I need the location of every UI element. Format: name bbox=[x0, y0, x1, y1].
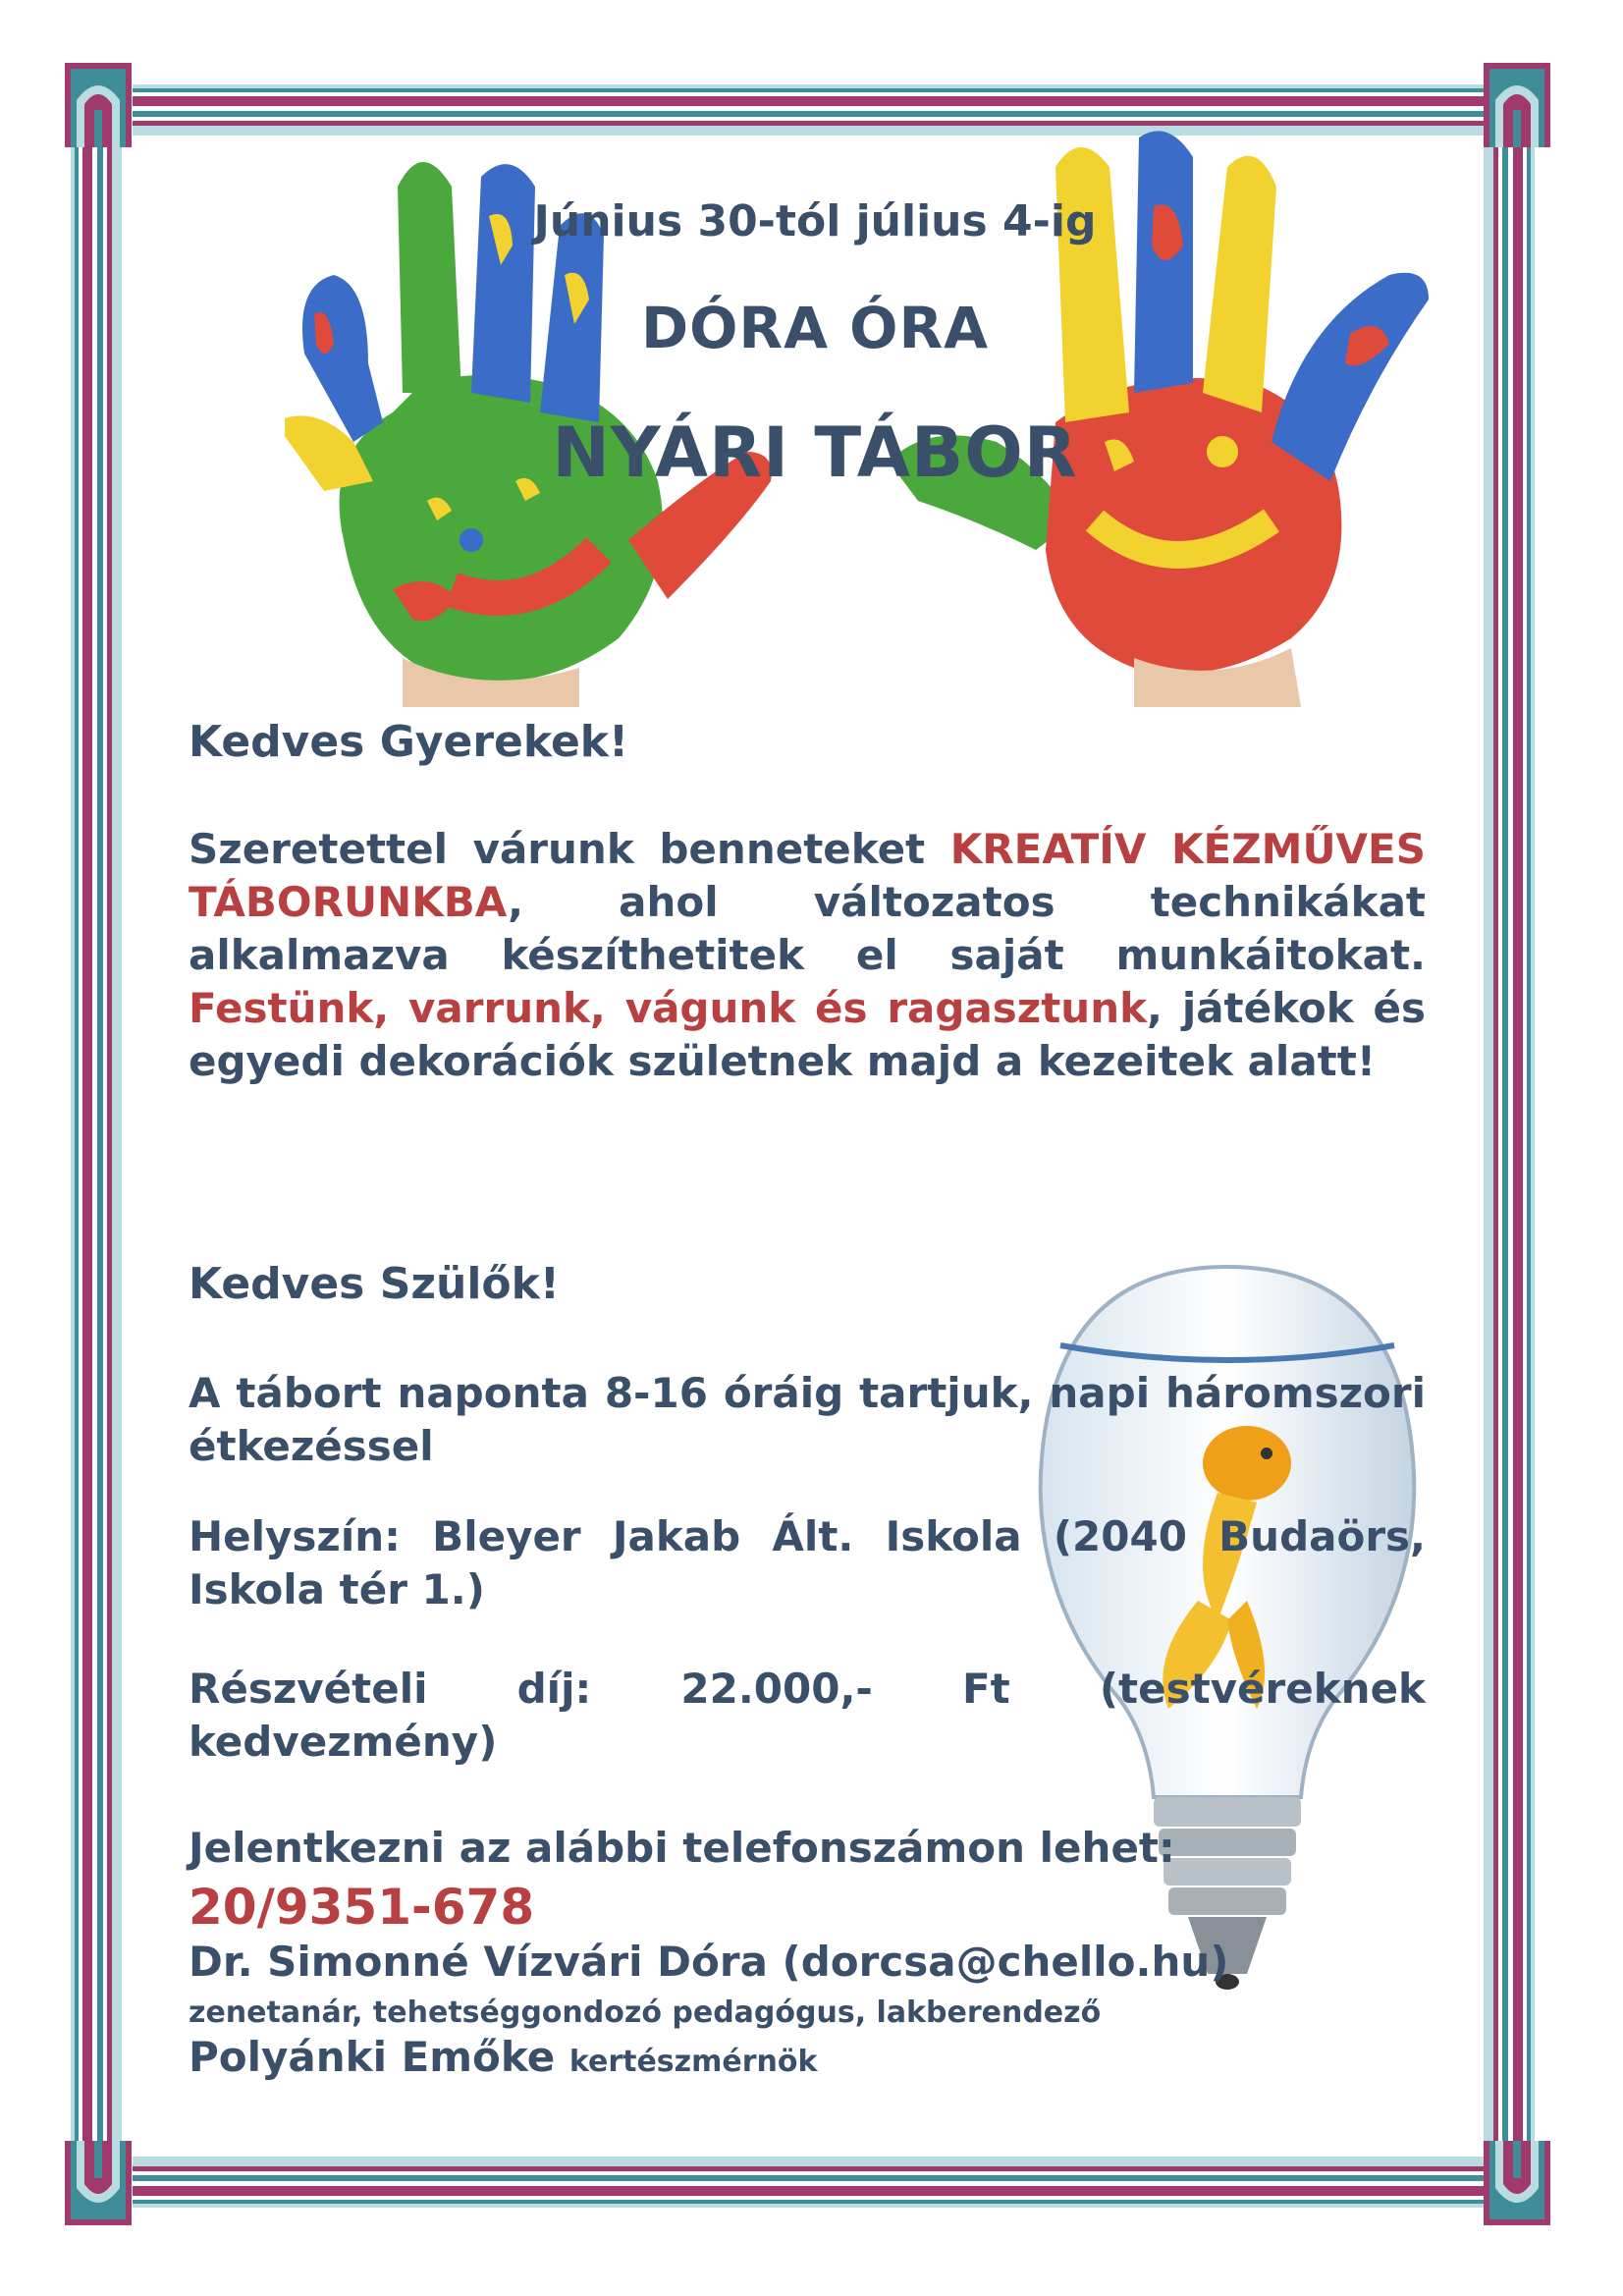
contact-primary-role: zenetanár, tehetséggondozó pedagógus, lakberendező bbox=[189, 1995, 1102, 2030]
children-paragraph bbox=[189, 823, 1426, 1088]
schedule-text: A tábort naponta 8-16 óráig tartjuk, napi háromszori étkezéssel bbox=[189, 1369, 1426, 1470]
parents-greeting: Kedves Szülők! bbox=[189, 1259, 560, 1309]
location-text: Helyszín: Bleyer Jakab Ált. Iskola (2040 Budaörs, Iskola tér 1.) bbox=[189, 1512, 1426, 1613]
fee-text: Részvételi díj: 22.000,- Ft (testvéreknek kedvezmény) bbox=[189, 1665, 1426, 1766]
camp-dates: Június 30-tól július 4-ig bbox=[533, 196, 1097, 246]
frame-corner-ornament bbox=[63, 2139, 134, 2227]
frame-corner-ornament bbox=[1482, 2139, 1552, 2227]
paragraph-text: , ahol változatos technikákat alkalmazva készíthetitek el saját munkáitokat. bbox=[189, 878, 1426, 979]
contact-secondary-name: Polyánki Emőke bbox=[189, 2033, 556, 2081]
highlight-text: Festünk, varrunk, vágunk és ragasztunk bbox=[189, 984, 1148, 1032]
paragraph-text: Szeretettel várunk benneteket bbox=[189, 825, 950, 873]
contact-secondary-role: kertészmérnök bbox=[568, 2045, 818, 2079]
paragraph-text: , játékok és egyedi dekorációk születnek majd a kezeitek alatt! bbox=[189, 984, 1427, 1085]
children-greeting: Kedves Gyerekek! bbox=[189, 717, 629, 767]
frame-left bbox=[71, 116, 122, 2180]
signup-text: Jelentkezni az alábbi telefonszámon lehet: bbox=[189, 1824, 1175, 1872]
frame-corner-ornament bbox=[63, 61, 134, 149]
contact-secondary bbox=[189, 2033, 1426, 2081]
phone-number: 20/9351-678 bbox=[189, 1879, 535, 1936]
page-title: NYÁRI TÁBOR bbox=[552, 412, 1078, 493]
frame-right bbox=[1484, 116, 1535, 2180]
highlight-text: KREATÍV KÉZMŰVES TÁBORUNKBA bbox=[189, 825, 1426, 926]
frame-bottom bbox=[133, 2157, 1490, 2208]
contact-primary: Dr. Simonné Vízvári Dóra (dorcsa@chello.hu) bbox=[189, 1938, 1229, 1986]
frame-corner-ornament bbox=[1482, 61, 1552, 149]
organizer-title: DÓRA ÓRA bbox=[640, 295, 990, 361]
